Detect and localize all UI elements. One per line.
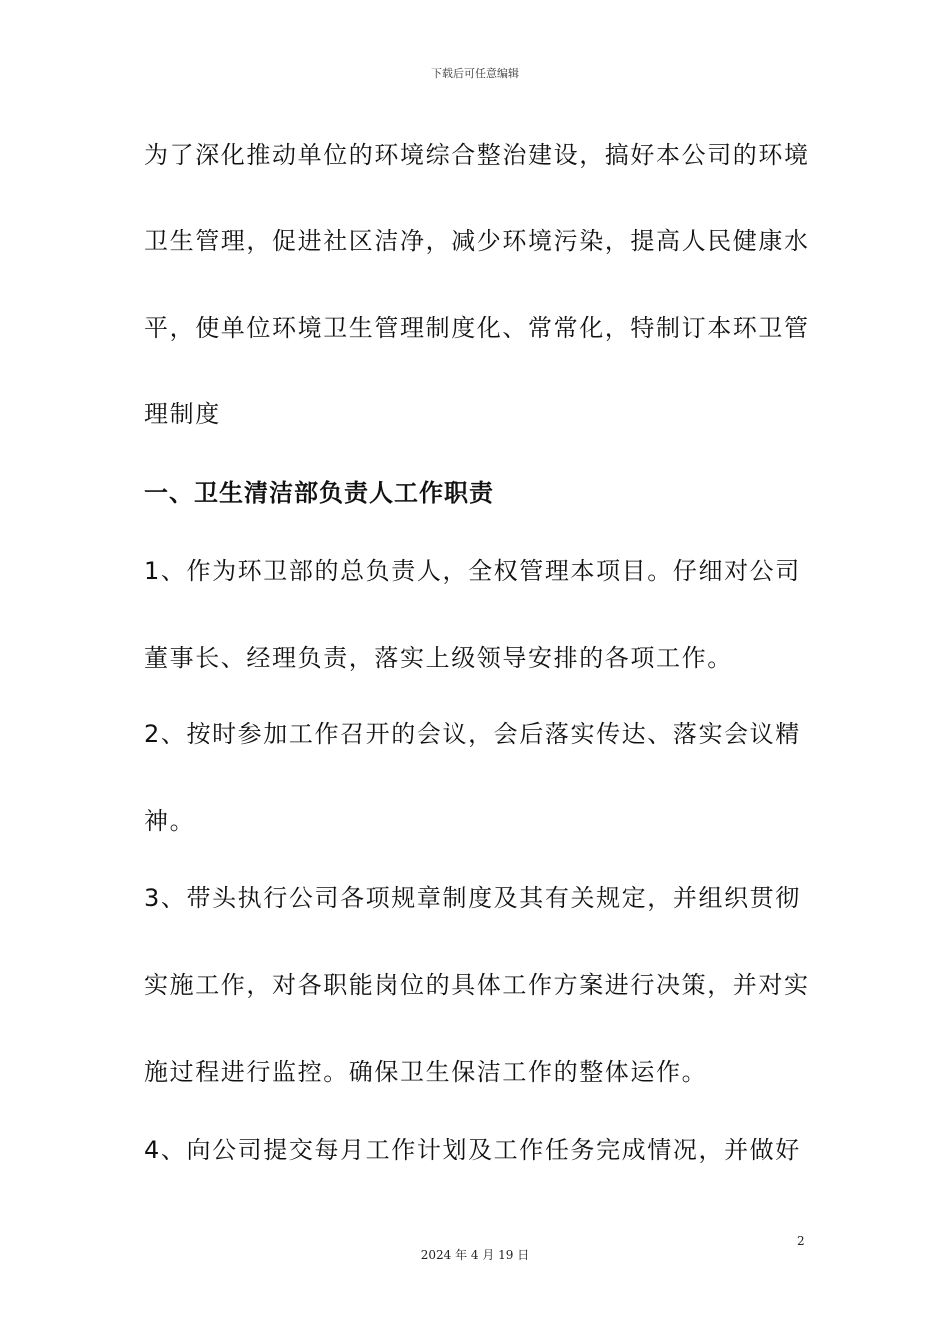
- paragraph-line: 董事长、经理负责，落实上级领导安排的各项工作。: [144, 644, 733, 672]
- paragraph-line: 平，使单位环境卫生管理制度化、常常化，特制订本环卫管: [144, 314, 810, 342]
- footer-date: 2024 年 4 月 19 日: [420, 1248, 530, 1262]
- paragraph-line: 4、向公司提交每月工作计划及工作任务完成情况，并做好: [144, 1136, 801, 1164]
- paragraph-line: 1、作为环卫部的总负责人，全权管理本项目。仔细对公司: [144, 557, 801, 585]
- page-header: 下载后可任意编辑: [431, 67, 519, 80]
- section-heading: 一、卫生清洁部负责人工作职责: [144, 479, 494, 507]
- paragraph-line: 神。: [144, 807, 196, 835]
- page-number: 2: [797, 1234, 805, 1248]
- paragraph-line: 卫生管理，促进社区洁净，减少环境污染，提高人民健康水: [144, 227, 810, 255]
- paragraph-line: 施过程进行监控。确保卫生保洁工作的整体运作。: [144, 1058, 708, 1086]
- paragraph-line: 为了深化推动单位的环境综合整治建设，搞好本公司的环境: [144, 141, 810, 169]
- paragraph-line: 理制度: [144, 400, 221, 428]
- paragraph-line: 3、带头执行公司各项规章制度及其有关规定，并组织贯彻: [144, 884, 801, 912]
- paragraph-line: 2、按时参加工作召开的会议，会后落实传达、落实会议精: [144, 720, 801, 748]
- paragraph-line: 实施工作，对各职能岗位的具体工作方案进行决策，并对实: [144, 971, 810, 999]
